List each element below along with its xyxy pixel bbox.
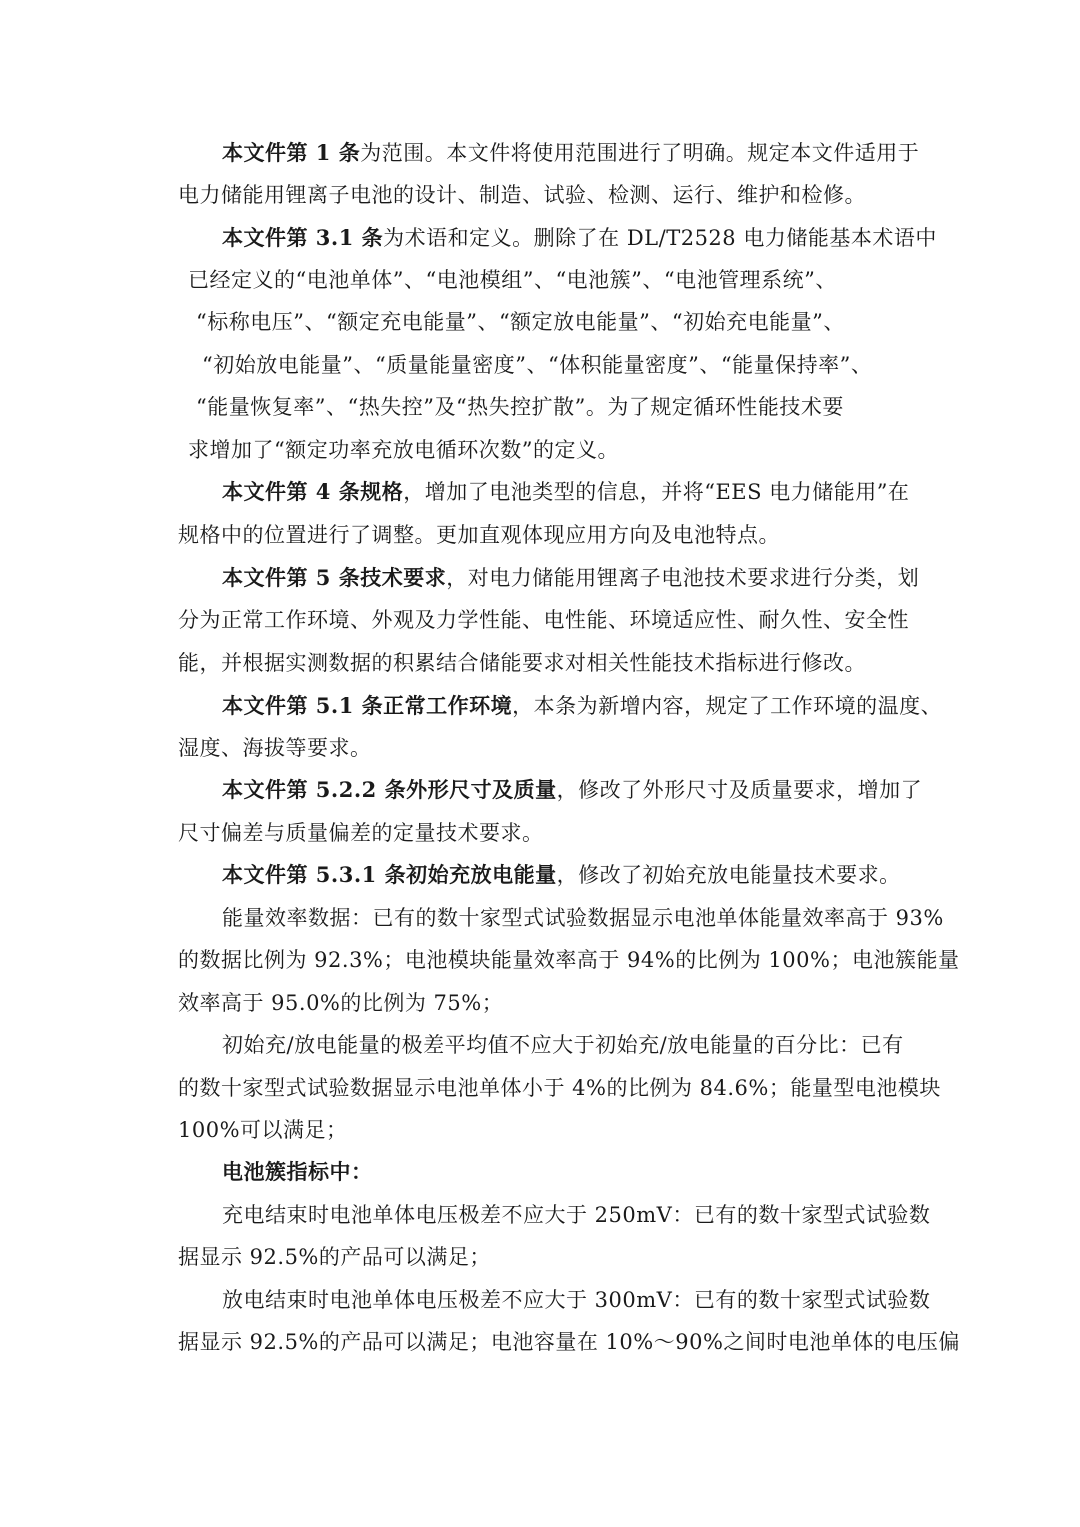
paragraph-line: “能量恢复率”、“热失控”及“热失控扩散”。为了规定循环性能技术要 <box>196 395 844 419</box>
paragraph-line: 放电结束时电池单体电压极差不应大于 300mV：已有的数十家型式试验数 <box>222 1288 931 1312</box>
paragraph-line: “初始放电能量”、“质量能量密度”、“体积能量密度”、“能量保持率”、 <box>202 353 873 377</box>
paragraph-line: 尺寸偏差与质量偏差的定量技术要求。 <box>178 821 544 845</box>
paragraph-line: 规格中的位置进行了调整。更加直观体现应用方向及电池特点。 <box>178 523 780 547</box>
paragraph-line: 本文件第 1 条为范围。本文件将使用范围进行了明确。规定本文件适用于 <box>222 140 920 165</box>
bold-lead: 本文件第 5 条技术要求 <box>222 565 447 590</box>
bold-lead: 本文件第 5.1 条正常工作环境 <box>222 693 513 718</box>
paragraph-line: 本文件第 5.1 条正常工作环境，本条为新增内容，规定了工作环境的温度、 <box>222 693 943 718</box>
paragraph-line: 100%可以满足； <box>178 1118 348 1142</box>
paragraph-line: 据显示 92.5%的产品可以满足；电池容量在 10%～90%之间时电池单体的电压偏 <box>178 1330 960 1354</box>
paragraph-line: 求增加了“额定功率充放电循环次数”的定义。 <box>188 438 619 462</box>
paragraph-line: 本文件第 5.2.2 条外形尺寸及质量，修改了外形尺寸及质量要求，增加了 <box>222 777 923 802</box>
paragraph-line: 据显示 92.5%的产品可以满足； <box>178 1245 491 1269</box>
paragraph-line: 本文件第 5 条技术要求，对电力储能用锂离子电池技术要求进行分类，划 <box>222 565 920 590</box>
paragraph-line: 的数据比例为 92.3%；电池模块能量效率高于 94%的比例为 100%；电池簇能量 <box>178 948 960 972</box>
bold-lead: 本文件第 1 条 <box>222 140 361 165</box>
paragraph-line: 能量效率数据：已有的数十家型式试验数据显示电池单体能量效率高于 93% <box>222 906 944 930</box>
paragraph-line: 电力储能用锂离子电池的设计、制造、试验、检测、运行、维护和检修。 <box>178 183 866 207</box>
section-heading <box>222 1157 373 1187</box>
bold-lead: 电池簇指标中： <box>222 1159 373 1184</box>
bold-lead: 本文件第 5.3.1 条初始充放电能量 <box>222 862 557 887</box>
paragraph-line: 效率高于 95.0%的比例为 75%； <box>178 991 504 1015</box>
paragraph-line: 本文件第 4 条规格，增加了电池类型的信息，并将“EES 电力储能用”在 <box>222 479 910 504</box>
bold-lead: 本文件第 3.1 条 <box>222 225 384 250</box>
paragraph-line: 湿度、海拔等要求。 <box>178 736 372 760</box>
bold-lead: 本文件第 5.2.2 条外形尺寸及质量 <box>222 777 557 802</box>
paragraph-line: 的数十家型式试验数据显示电池单体小于 4%的比例为 84.6%；能量型电池模块 <box>178 1076 941 1100</box>
paragraph-line: 初始充/放电能量的极差平均值不应大于初始充/放电能量的百分比：已有 <box>222 1033 904 1057</box>
paragraph-line: 能，并根据实测数据的积累结合储能要求对相关性能技术指标进行修改。 <box>178 651 866 675</box>
paragraph-line: “标称电压”、“额定充电能量”、“额定放电能量”、“初始充电能量”、 <box>196 310 845 334</box>
paragraph-line: 已经定义的“电池单体”、“电池模组”、“电池簇”、“电池管理系统”、 <box>188 268 837 292</box>
paragraph-line: 本文件第 3.1 条为术语和定义。删除了在 DL/T2528 电力储能基本术语中 <box>222 225 937 250</box>
paragraph-line: 充电结束时电池单体电压极差不应大于 250mV：已有的数十家型式试验数 <box>222 1203 931 1227</box>
paragraph-line: 分为正常工作环境、外观及力学性能、电性能、环境适应性、耐久性、安全性 <box>178 608 909 632</box>
bold-lead: 本文件第 4 条规格 <box>222 479 404 504</box>
paragraph-line: 本文件第 5.3.1 条初始充放电能量，修改了初始充放电能量技术要求。 <box>222 862 901 887</box>
